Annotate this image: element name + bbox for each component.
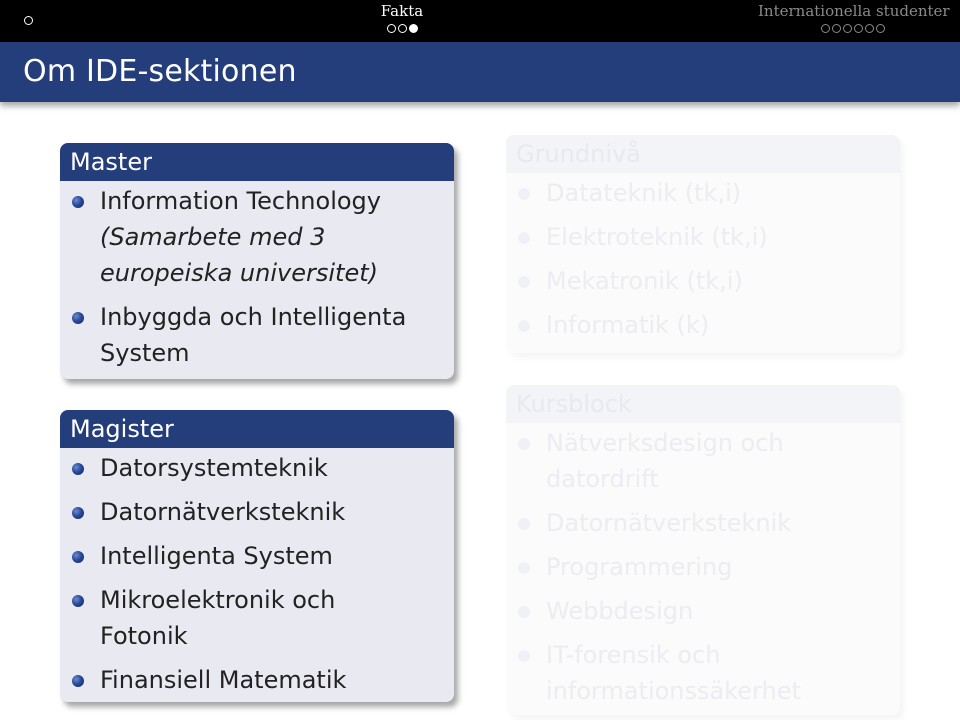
item-text: Mikroelektronik och: [100, 586, 336, 614]
grundniva-block: [506, 135, 900, 353]
nav-section-title[interactable]: Fakta: [380, 2, 424, 20]
list-item: [546, 637, 890, 709]
item-text: Inbyggda och Intelligenta: [100, 303, 407, 331]
ball-bullet-icon: [72, 675, 84, 687]
item-text: Datornätverksteknik: [546, 509, 792, 537]
list-item: [100, 450, 444, 486]
frame-dot-icon[interactable]: [832, 24, 841, 33]
list-item: [546, 505, 890, 541]
list-item: [100, 538, 444, 574]
ball-bullet-icon: [72, 312, 84, 324]
home-circle-icon[interactable]: [24, 16, 33, 25]
frame-dot-icon[interactable]: [843, 24, 852, 33]
item-text: Programmering: [546, 553, 733, 581]
list-item: [546, 593, 890, 629]
item-text: informationssäkerhet: [546, 677, 801, 705]
list-item: [100, 494, 444, 530]
ball-bullet-icon: [518, 606, 530, 618]
frame-dot-icon[interactable]: [387, 24, 396, 33]
ball-bullet-icon: [518, 518, 530, 530]
item-text: Mekatronik (tk,i): [546, 267, 743, 295]
ball-bullet-icon: [72, 507, 84, 519]
item-text: Informatik (k): [546, 311, 710, 339]
magister-list: [100, 450, 444, 698]
item-text: Intelligenta System: [100, 542, 333, 570]
navigation-bar: [0, 0, 960, 42]
ball-bullet-icon: [518, 276, 530, 288]
ball-bullet-icon: [72, 551, 84, 563]
ball-bullet-icon: [72, 196, 84, 208]
item-text: Datateknik (tk,i): [546, 179, 742, 207]
ball-bullet-icon: [518, 320, 530, 332]
item-text: IT-forensik och: [546, 641, 721, 669]
frame-dot-icon[interactable]: [821, 24, 830, 33]
list-item: [546, 263, 890, 299]
list-item: [546, 175, 890, 211]
list-item: [100, 662, 444, 698]
ball-bullet-icon: [518, 650, 530, 662]
block-heading: Master: [60, 143, 454, 181]
nav-frame-dots: [758, 24, 948, 33]
list-item: [546, 425, 890, 497]
list-item: [100, 582, 444, 654]
item-text: Information Technology: [100, 187, 381, 215]
nav-frame-dots: [372, 24, 432, 33]
ball-bullet-icon: [518, 188, 530, 200]
frame-dot-icon[interactable]: [854, 24, 863, 33]
frame-dot-icon[interactable]: [398, 24, 407, 33]
item-text: Webbdesign: [546, 597, 694, 625]
nav-section-fakta[interactable]: [372, 2, 432, 33]
item-text: datordrift: [546, 465, 659, 493]
item-text: Finansiell Matematik: [100, 666, 347, 694]
ball-bullet-icon: [72, 463, 84, 475]
item-text: System: [100, 339, 190, 367]
item-text: Elektroteknik (tk,i): [546, 223, 768, 251]
item-text: Datornätverksteknik: [100, 498, 346, 526]
item-text: Datorsystemteknik: [100, 454, 328, 482]
frame-title: Om IDE-sektionen: [23, 54, 297, 89]
item-text: Fotonik: [100, 622, 188, 650]
frame-title-bar: [0, 42, 960, 102]
nav-section-title[interactable]: Internationella studenter: [758, 2, 950, 20]
master-block: [60, 143, 454, 379]
block-heading: Magister: [60, 410, 454, 448]
item-note: europeiska universitet): [100, 259, 378, 287]
magister-block: [60, 410, 454, 702]
ball-bullet-icon: [518, 438, 530, 450]
frame-dot-icon[interactable]: [876, 24, 885, 33]
current-frame-dot-icon[interactable]: [409, 24, 418, 33]
list-item: [546, 549, 890, 585]
grundniva-list: [546, 175, 890, 343]
ball-bullet-icon: [518, 562, 530, 574]
ball-bullet-icon: [72, 595, 84, 607]
master-list: [100, 183, 444, 371]
list-item: [100, 183, 444, 291]
list-item: [546, 219, 890, 255]
kursblock-block: [506, 385, 900, 715]
frame-dot-icon[interactable]: [865, 24, 874, 33]
list-item: [546, 307, 890, 343]
ball-bullet-icon: [518, 232, 530, 244]
kursblock-list: [546, 425, 890, 709]
list-item: [100, 299, 444, 371]
nav-section-internationella-studenter[interactable]: [758, 2, 948, 33]
item-text: Nätverksdesign och: [546, 429, 784, 457]
block-heading: Grundnivå: [506, 135, 900, 173]
block-heading: Kursblock: [506, 385, 900, 423]
item-note: (Samarbete med 3: [100, 223, 326, 251]
